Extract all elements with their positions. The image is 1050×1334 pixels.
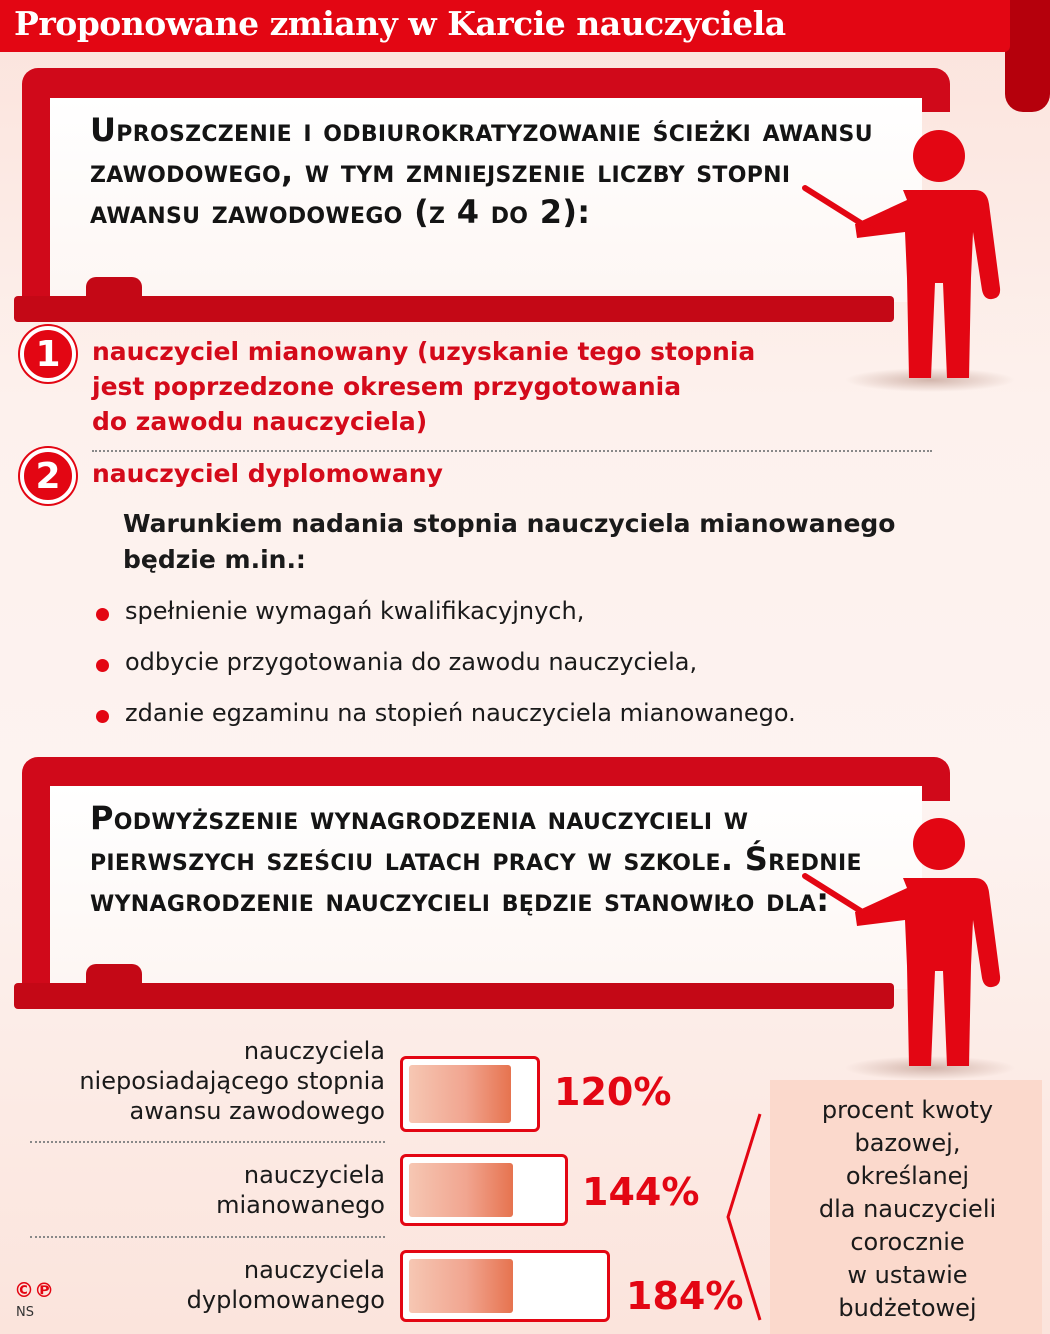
item-2-number-badge [20,448,76,504]
divider [30,1236,385,1238]
author-initials: NS [16,1305,34,1320]
divider [92,450,932,452]
board-1-left-frame [22,100,50,305]
board-2-left-frame [22,790,50,990]
salary-row-1-bar-fill [409,1065,511,1123]
salary-row-3-bar [400,1250,610,1322]
board-2-right-frame [922,790,950,798]
salary-row-2-bar-fill [409,1163,513,1217]
condition-2: odbycie przygotowania do zawodu nauczyciela, [125,648,698,676]
conditions-heading: Warunkiem nadania stopnia nauczyciela mianowanego będzie m.in.: [123,509,896,574]
bullet-icon [96,659,109,672]
item-2-number: 2 [35,455,61,497]
teacher-pointer-icon [795,816,1015,1086]
salary-row-2-value: 144% [582,1170,700,1214]
board-1-right-frame [922,100,950,110]
board-1-ledge [14,296,894,322]
salary-row-3-value: 184% [626,1274,744,1318]
salary-row-3-bar-fill [409,1259,513,1313]
copyright-icon: ©℗ [14,1278,54,1302]
condition-1: spełnienie wymagań kwalifikacyjnych, [125,597,585,625]
title-banner-fold [1005,0,1050,112]
divider [30,1141,385,1143]
section-2-heading: Podwyższenie wynagrodzenia nauczycieli w pierwszych sześciu latach pracy w szkole. Średnie wynagrodzenie nauczycieli będzie stanowiło dla: [90,799,862,919]
page-title: Proponowane zmiany w Karcie nauczyciela [14,4,786,43]
salary-row-1-bar [400,1056,540,1132]
item-1-number: 1 [35,333,61,375]
condition-3: zdanie egzaminu na stopień nauczyciela mianowanego. [125,699,796,727]
item-2-text: nauczyciel dyplomowany [92,459,443,488]
salary-row-2-label: nauczyciela mianowanego [216,1161,385,1219]
section-1-heading: Uproszczenie i odbiurokratyzowanie ścieżki awansu zawodowego, w tym zmniejszenie liczby stopni awansu zawodowego (z 4 do 2): [90,111,873,231]
salary-row-1-label: nauczyciela nieposiadającego stopnia awansu zawodowego [79,1037,385,1125]
board-2-ledge [14,983,894,1009]
item-1-number-badge [20,326,76,382]
bullet-icon [96,608,109,621]
salary-row-2-bar [400,1154,568,1226]
salary-row-1-value: 120% [554,1070,672,1114]
bullet-icon [96,710,109,723]
salary-row-3-label: nauczyciela dyplomowanego [186,1256,385,1314]
side-note: procent kwoty bazowej, określanej dla nauczycieli corocznie w ustawie budżetowej [818,1096,997,1322]
item-1-text: nauczyciel mianowany (uzyskanie tego stopnia jest poprzedzone okresem przygotowania do zawodu nauczyciela) [92,337,756,436]
